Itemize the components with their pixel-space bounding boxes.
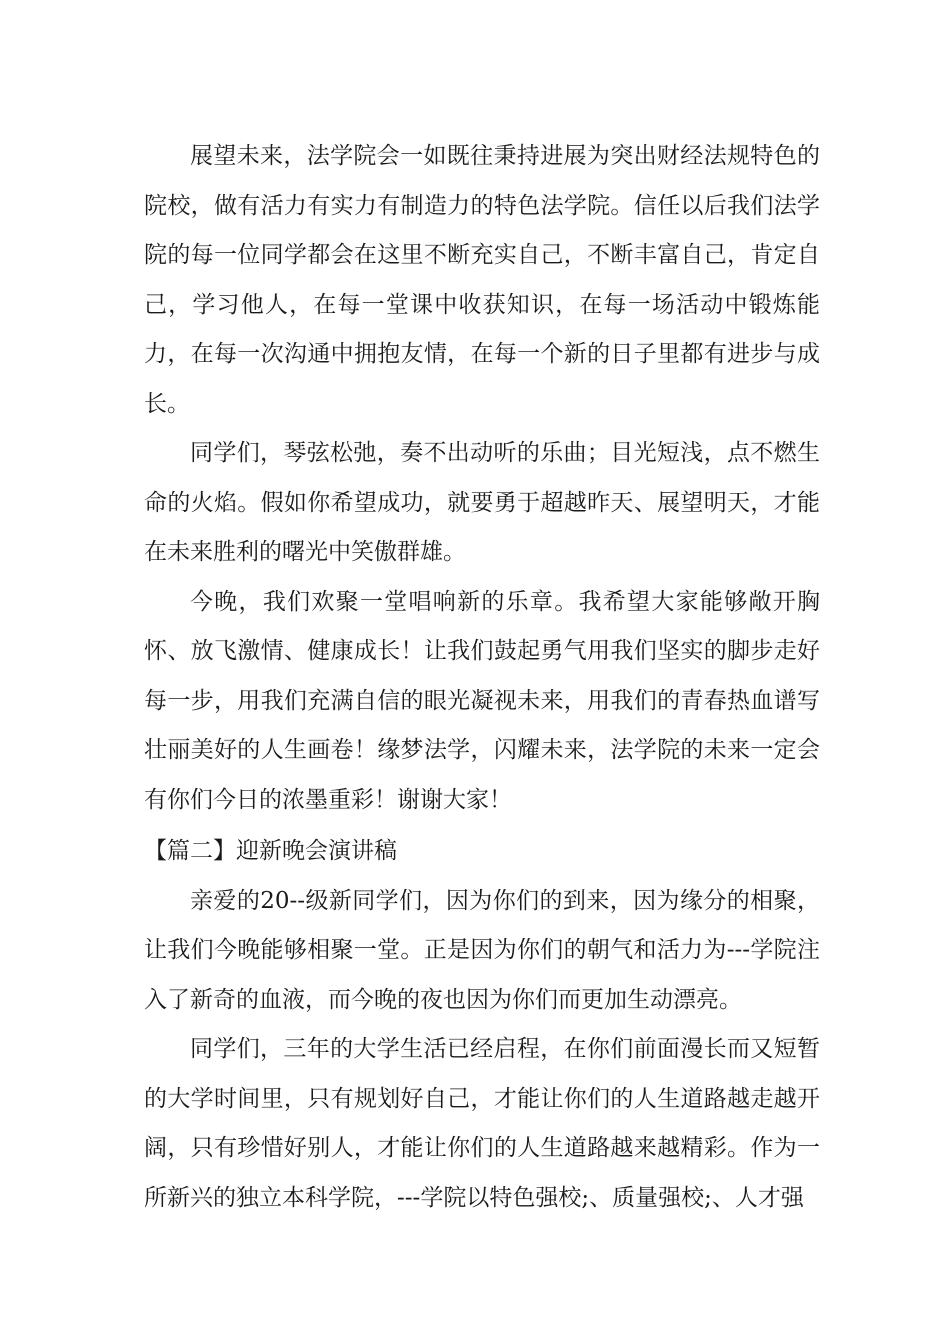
paragraph-future-outlook: 展望未来，法学院会一如既往秉持进展为突出财经法规特色的院校，做有活力有实力有制造力的特色法学院。信任以后我们法学院的每一位同学都会在这里不断充实自己，不断丰富自己，肯定自己，学习他人，在每一堂课中收获知识，在每一场活动中锻炼能力，在每一次沟通中拥抱友情，在每一个新的日子里都有进步与成长。 — [144, 143, 820, 417]
section-heading: 【篇二】迎新晚会演讲稿 — [144, 838, 397, 864]
paragraph-welcome: 亲爱的20--级新同学们，因为你们的到来，因为缘分的相聚，让我们今晚能够相聚一堂。正是因为你们的朝气和活力为---学院注入了新奇的血液，而今晚的夜也因为你们而更加生动漂亮。 — [144, 887, 820, 1013]
paragraph-closing-thanks: 今晚，我们欢聚一堂唱响新的乐章。我希望大家能够敞开胸怀、放飞激情、健康成长！让我们鼓起勇气用我们坚实的脚步走好每一步，用我们充满自信的眼光凝视未来，用我们的青春热血谱写壮丽美好的人生画卷！缘梦法学，闪耀未来，法学院的未来一定会有你们今日的浓墨重彩！谢谢大家！ — [144, 588, 820, 813]
speech-two-section — [144, 827, 820, 1223]
paragraph-college-life: 同学们，三年的大学生活已经启程，在你们前面漫长而又短暂的大学时间里，只有规划好自己，才能让你们的人生道路越走越开阔，只有珍惜好别人，才能让你们的人生道路越来越精彩。作为一所新兴的独立本科学院，---学院以特色强校;、质量强校;、人才强 — [144, 1036, 820, 1211]
speech-conclusion-section — [144, 132, 820, 825]
paragraph-encouragement: 同学们，琴弦松弛，奏不出动听的乐曲；目光短浅，点不燃生命的火焰。假如你希望成功，就要勇于超越昨天、展望明天，才能在未来胜利的曙光中笑傲群雄。 — [144, 440, 820, 565]
